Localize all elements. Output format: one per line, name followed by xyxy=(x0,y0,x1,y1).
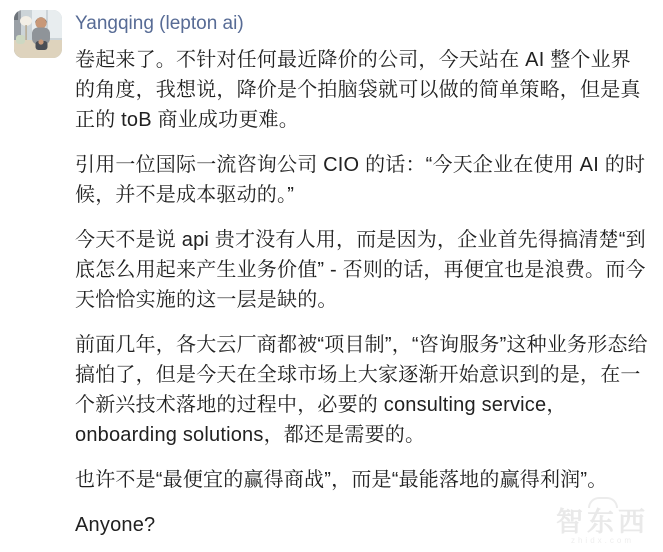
message-paragraph: 前面几年，各大云厂商都被“项目制”，“咨询服务”这种业务形态给搞怕了，但是今天在全球市场上大家逐渐开始意识到的是，在一个新兴技术落地的过程中，必要的 consulting service，onboarding solutions，都还是需要的。 xyxy=(75,334,648,446)
username[interactable]: Yangqing (lepton ai) xyxy=(75,13,244,34)
message-paragraph: 卷起来了。不针对任何最近降价的公司，今天站在 AI 整个业界的角度，我想说，降价是个拍脑袋就可以做的简单策略，但是真正的 toB 商业成功更难。 xyxy=(75,49,641,131)
watermark-site: zhidx.com xyxy=(570,536,634,545)
message-paragraph: 引用一位国际一流咨询公司 CIO 的话：“今天企业在使用 AI 的时候，并不是成本驱动的。” xyxy=(75,154,646,206)
avatar-image xyxy=(14,10,62,58)
message-paragraph: 也许不是“最便宜的赢得商战”，而是“最能落地的赢得利润”。 xyxy=(75,469,608,491)
message-paragraph: 今天不是说 api 贵才没有人用，而是因为，企业首先得搞清楚“到底怎么用起来产生业务价值” - 否则的话，再便宜也是浪费。而今天恰恰实施的这一层是缺的。 xyxy=(75,229,646,311)
watermark-logo: 智东西 xyxy=(556,507,649,537)
message-content xyxy=(75,12,651,540)
message-paragraph: Anyone? xyxy=(75,514,156,536)
message-body xyxy=(75,45,651,540)
avatar[interactable] xyxy=(14,10,62,58)
